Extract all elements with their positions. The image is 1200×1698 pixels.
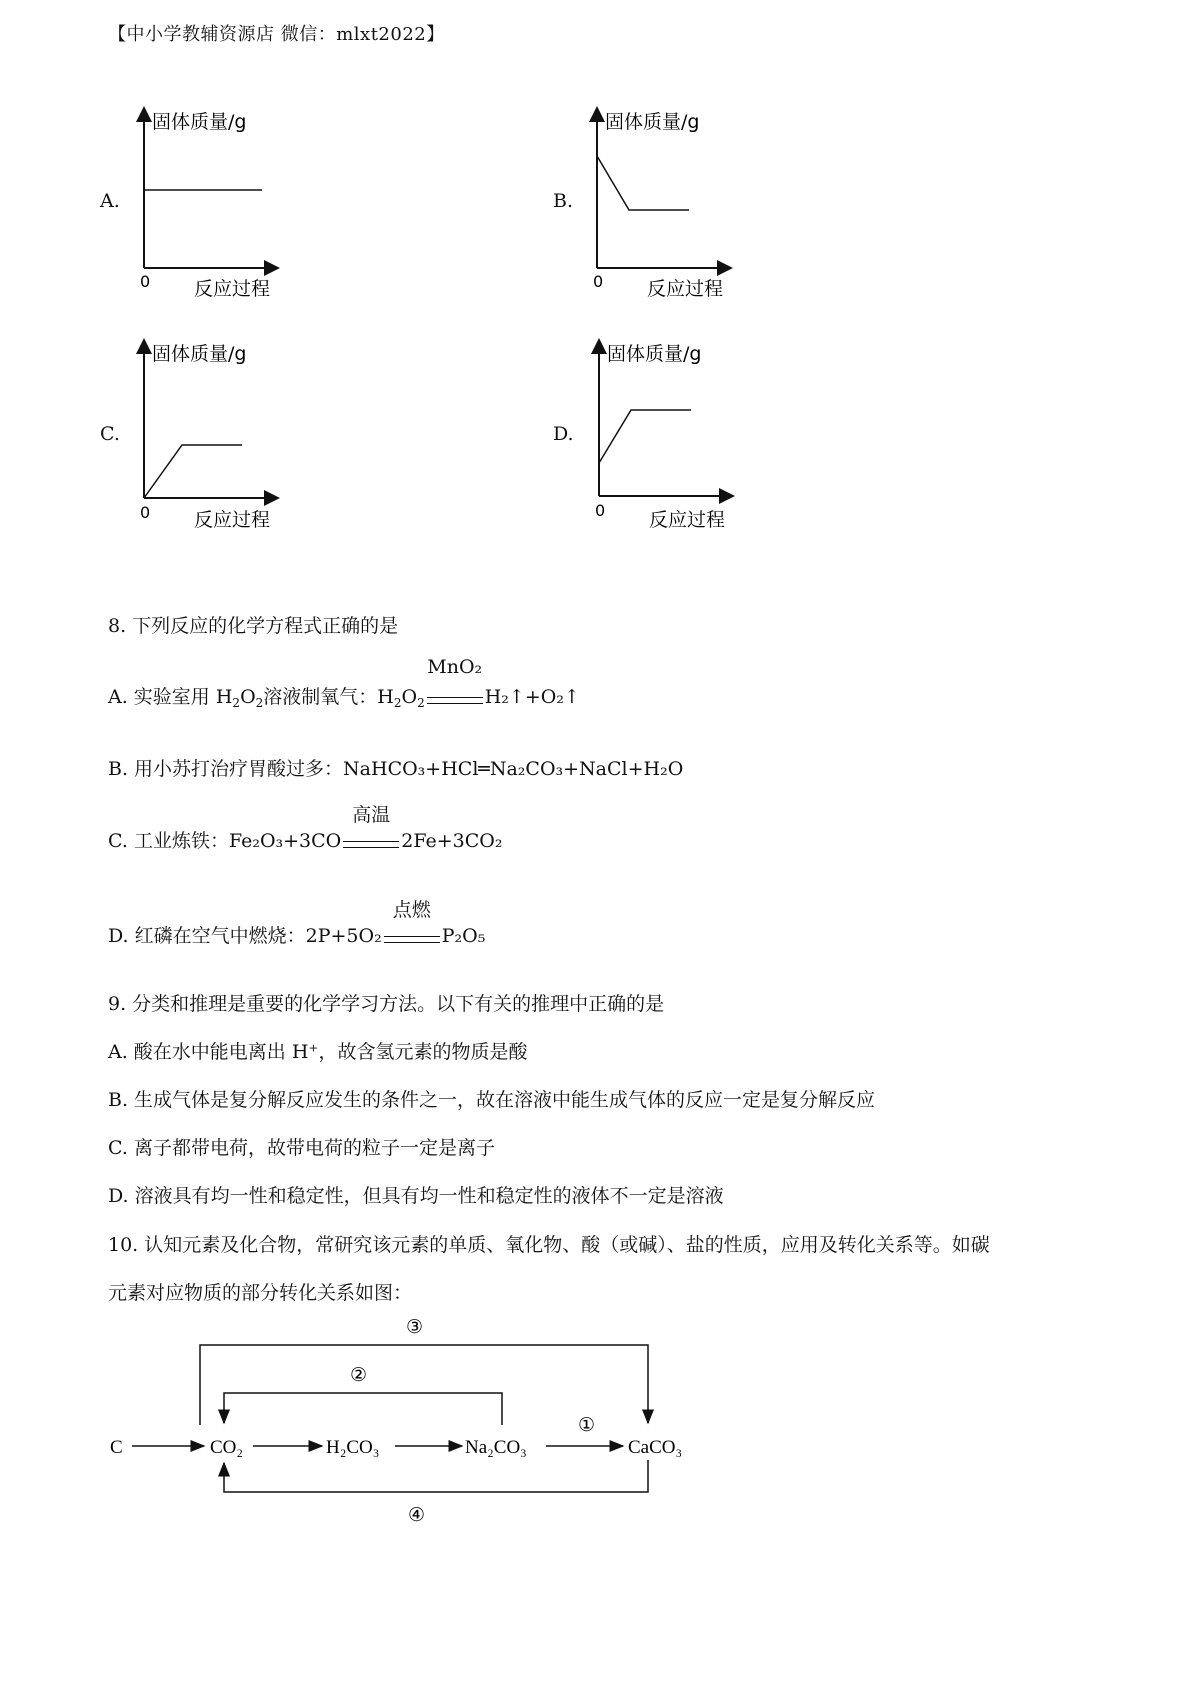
graph-c-curve [144,445,242,498]
q9-option-d: D. 溶液具有均一性和稳定性，但具有均一性和稳定性的液体不一定是溶液 [108,1185,724,1207]
q8-a-mid: 溶液制氧气：H [263,686,394,708]
node-c: C [110,1437,123,1458]
origin-label: 0 [140,503,151,522]
q8-d-right: P₂O₅ [441,925,486,947]
node-co2: CO₂ [210,1437,244,1458]
x-axis-label: 反应过程 [194,509,271,531]
q10-stem-line1: 10. 认知元素及化合物，常研究该元素的单质、氧化物、酸（或碱）、盐的性质，应用及转化关系等。如碳 [108,1234,990,1256]
page-header: 【中小学教辅资源店 微信：mlxt2022】 [108,24,445,45]
marker-4: ④ [408,1505,426,1526]
q8-c-right: 2Fe+3CO₂ [401,830,503,852]
q8-c-condition: 高温 [352,804,391,826]
q8-option-b: B. 用小苏打治疗胃酸过多：NaHCO₃+HCl═Na₂CO₃+NaCl+H₂O [108,758,684,780]
graph-d [585,332,745,537]
marker-3: ③ [406,1317,424,1338]
y-axis-label: 固体质量/g [152,111,247,133]
x-axis-label: 反应过程 [649,509,726,531]
origin-label: 0 [595,501,606,520]
arrow-co2-to-caco3 [200,1345,648,1425]
q10-stem-line2: 元素对应物质的部分转化关系如图： [108,1282,413,1304]
y-axis-label: 固体质量/g [605,111,700,133]
q8-d-condition: 点燃 [392,899,431,921]
graph-option-c-label: C. [100,423,120,445]
y-axis-label: 固体质量/g [152,343,247,365]
y-axis-label: 固体质量/g [607,343,702,365]
origin-label: 0 [593,272,604,291]
graph-option-d-label: D. [553,423,574,445]
q8-a-right: H₂↑+O₂↑ [484,686,580,708]
graph-d-curve [599,410,691,463]
q8-stem: 8. 下列反应的化学方程式正确的是 [108,615,399,637]
node-h2co3: H₂CO₃ [326,1437,380,1458]
origin-label: 0 [140,272,151,291]
q8-c-prefix: C. 工业炼铁：Fe₂O₃+3CO [108,830,342,852]
node-na2co3: Na₂CO₃ [465,1437,527,1458]
marker-1: ① [578,1415,596,1436]
graph-b [583,100,743,305]
q8-option-a: A. 实验室用 $H_2O_2$溶液制氧气：$H_2O_2$ MnO₂ H₂↑+O₂↑ [108,656,580,710]
graph-a [130,100,290,305]
x-axis-label: 反应过程 [647,278,724,300]
q9-option-c: C. 离子都带电荷，故带电荷的粒子一定是离子 [108,1137,495,1159]
q8-a-prefix: A. 实验室用 H [108,686,233,708]
marker-2: ② [350,1365,368,1386]
q9-option-b: B. 生成气体是复分解反应发生的条件之一，故在溶液中能生成气体的反应一定是复分解反应 [108,1089,876,1111]
graph-b-curve [597,156,689,210]
graph-option-a-label: A. [100,190,120,212]
q8-option-c [108,804,503,853]
q8-a-condition: MnO₂ [427,656,483,678]
q9-stem: 9. 分类和推理是重要的化学学习方法。以下有关的推理中正确的是 [108,993,665,1015]
graph-option-b-label: B. [553,190,574,212]
arrow-na2co3-to-co2 [224,1393,502,1425]
arrow-caco3-to-co2 [224,1460,648,1492]
carbon-conversion-diagram [100,1315,720,1535]
q8-option-d [108,899,486,948]
graph-c [130,332,290,537]
q9-option-a: A. 酸在水中能电离出 H⁺，故含氢元素的物质是酸 [108,1041,528,1063]
x-axis-label: 反应过程 [194,278,271,300]
node-caco3: CaCO₃ [628,1437,683,1458]
q8-d-prefix: D. 红磷在空气中燃烧：2P+5O₂ [108,925,382,947]
